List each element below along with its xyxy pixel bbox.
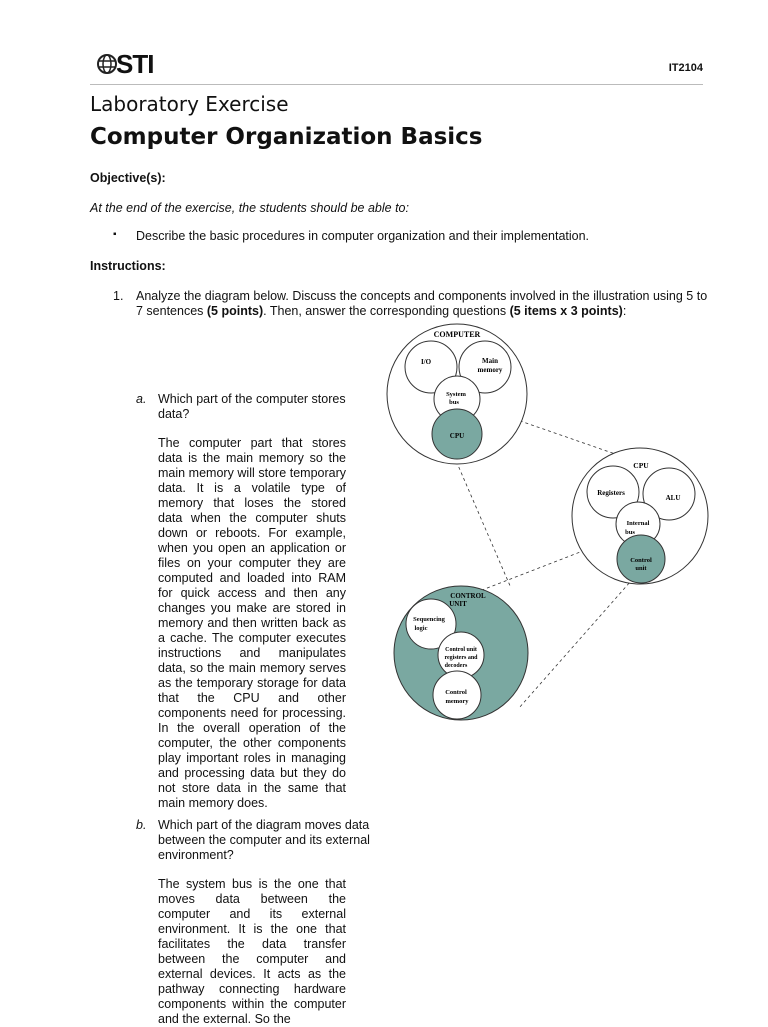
points-label: (5 items x 3 points) bbox=[509, 304, 623, 318]
document-code: IT2104 bbox=[668, 62, 703, 74]
objectives-label: Objective(s): bbox=[90, 171, 166, 185]
io-label: I/O bbox=[420, 358, 432, 366]
globe-icon bbox=[96, 50, 118, 78]
system-bus-label: bus bbox=[449, 399, 459, 406]
cu-registers-label: Control unit bbox=[445, 647, 477, 653]
control-unit-title: CONTROL bbox=[450, 592, 486, 600]
alu-label: ALU bbox=[665, 494, 681, 502]
main-memory-label: memory bbox=[477, 366, 503, 374]
question-text: Which part of the diagram moves data between the computer and its external environment? bbox=[158, 818, 370, 862]
instructions-label: Instructions: bbox=[90, 259, 166, 273]
question-text: Which part of the computer stores data? bbox=[158, 392, 346, 421]
question-letter: b. bbox=[136, 818, 147, 832]
control-unit-title: UNIT bbox=[449, 600, 467, 608]
control-memory-label: Control bbox=[445, 689, 467, 696]
cpu-title-label: CPU bbox=[633, 461, 649, 470]
computer-label: COMPUTER bbox=[433, 330, 481, 339]
bullet-icon: ▪ bbox=[113, 229, 117, 240]
answer-text: The system bus is the one that moves data between the computer and its external environment. It is the one that facilitates the data transfer between the computer and external devices. It acts as the pathway connecting hardware components within the computer and the external. So the bbox=[158, 877, 346, 1026]
system-bus-label: System bbox=[446, 391, 466, 398]
instruction-text-part: : bbox=[622, 304, 627, 318]
sti-logo bbox=[96, 50, 186, 78]
logo-text: STI bbox=[116, 49, 154, 79]
page-title: Computer Organization Basics bbox=[90, 124, 483, 150]
answer-text: The computer part that stores data is the main memory so the main memory will store temporary data. It is a volatile type of memory that loses the stored data when the computer shuts down or reboots. For example, when you open an application or files on your computer they are computed and loaded into RAM for quick access and then any changes you make are stored in memory and then written back as a cache. The computer executes instructions and manipulates data, so the main memory serves as the temporary storage for data that the CPU and other components need for processing. In the overall operation of the computer, the other components play important roles in managing and processing data but they do not store data in the same that main memory does. bbox=[158, 436, 346, 810]
control-unit-label: Control bbox=[630, 557, 652, 564]
cpu-diagram bbox=[572, 448, 708, 584]
control-unit-diagram bbox=[394, 586, 528, 720]
lab-title: Laboratory Exercise bbox=[90, 92, 289, 116]
sequencing-label: Sequencing bbox=[413, 616, 445, 623]
instruction-text-part: Analyze the diagram below. Discuss the concepts and components involved in the illustration using 5 to 7 sentences bbox=[136, 289, 708, 318]
cu-registers-label: decoders bbox=[444, 663, 468, 669]
objectives-intro: At the end of the exercise, the students should be able to: bbox=[90, 201, 409, 215]
registers-label: Registers bbox=[597, 489, 625, 497]
main-memory-label: Main bbox=[482, 357, 498, 365]
instruction-number: 1. bbox=[113, 289, 124, 303]
control-memory-label: memory bbox=[445, 698, 469, 705]
instruction-text bbox=[136, 289, 716, 319]
internal-bus-label: Internal bbox=[626, 520, 650, 527]
objective-item: Describe the basic procedures in computer organization and their implementation. bbox=[136, 229, 590, 243]
header-divider bbox=[90, 84, 703, 85]
control-unit-label: unit bbox=[635, 565, 647, 572]
question-letter: a. bbox=[136, 392, 147, 406]
internal-bus-label: bus bbox=[625, 529, 635, 536]
cpu-label: CPU bbox=[449, 432, 465, 440]
computer-diagram bbox=[387, 324, 527, 464]
computer-organization-diagram bbox=[384, 322, 720, 722]
sequencing-label: logic bbox=[414, 625, 428, 632]
instruction-text-part: . Then, answer the corresponding questions bbox=[263, 304, 510, 318]
cu-registers-label: registers and bbox=[444, 655, 478, 661]
points-label: (5 points) bbox=[206, 304, 264, 318]
